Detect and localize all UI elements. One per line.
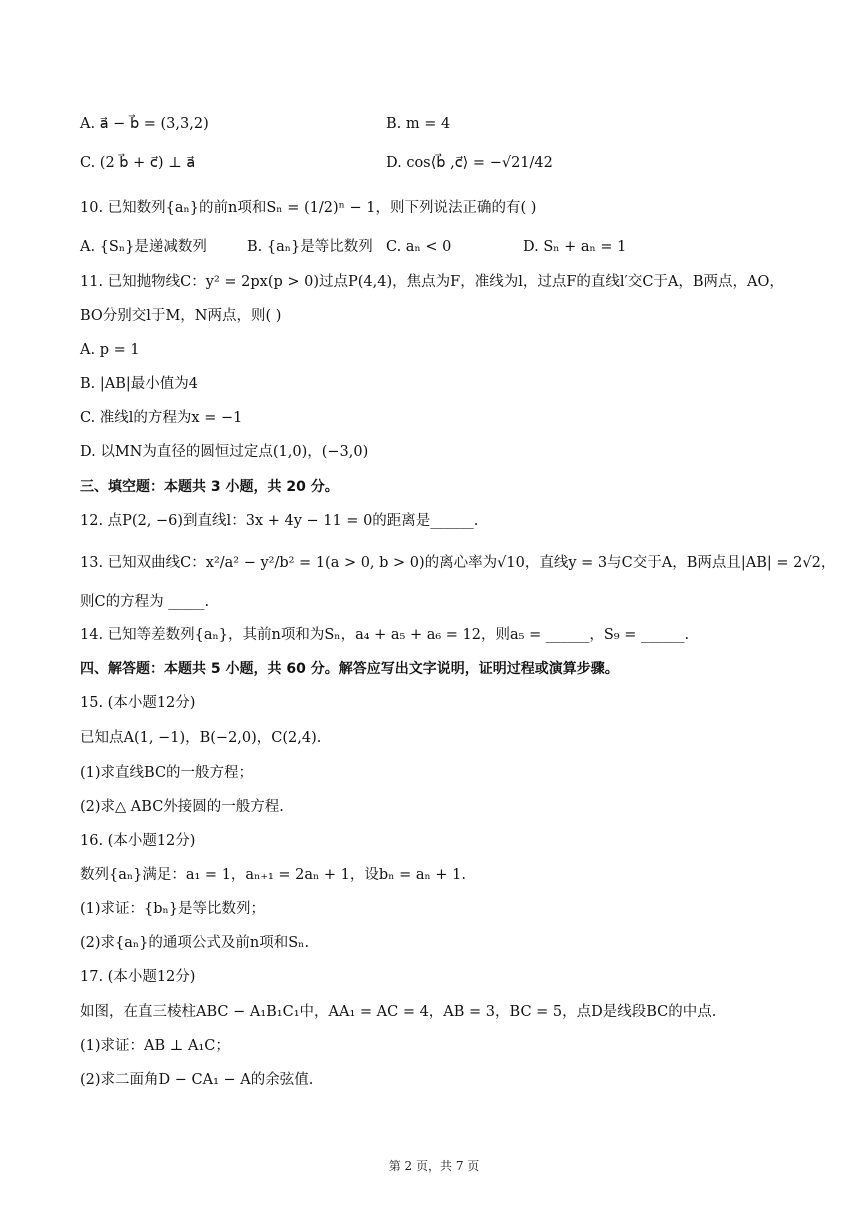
q9-option-d: D. cos⟨b⃗ ,c⃗⟩ = −√21/42 — [386, 155, 553, 171]
q11-stem-line1: 11. 已知抛物线C：y² = 2px(p > 0)过点P(4,4)，焦点为F，准线为l，过点F的直线l′交C于A，B两点，AO， — [80, 274, 784, 290]
section-4-heading: 四、解答题：本题共 5 小题，共 60 分。解答应写出文字说明，证明过程或演算步骤。 — [80, 661, 619, 677]
q16-part1: (1)求证：{bₙ}是等比数列； — [80, 901, 266, 917]
q9-option-b: B. m = 4 — [386, 116, 451, 132]
q15-stem: 已知点A(1, −1)，B(−2,0)，C(2,4). — [80, 730, 322, 746]
q10-option-d: D. Sₙ + aₙ = 1 — [523, 239, 627, 255]
page-footer: 第 2 页，共 7 页 — [388, 1159, 480, 1173]
q17-score: 17. (本小题12分) — [80, 969, 196, 985]
q11-option-c: C. 准线l的方程为x = −1 — [80, 410, 243, 426]
q17-stem: 如图，在直三棱柱ABC − A₁B₁C₁中，AA₁ = AC = 4，AB = 3，BC = 5，点D是线段BC的中点. — [80, 1004, 717, 1020]
q9-option-c: C. (2 b⃗ + c⃗) ⊥ a⃗ — [80, 155, 196, 171]
q16-score: 16. (本小题12分) — [80, 833, 196, 849]
q15-score: 15. (本小题12分) — [80, 695, 196, 711]
q14: 14. 已知等差数列{aₙ}，其前n项和为Sₙ，a₄ + a₅ + a₆ = 12，则a₅ = ______，S₉ = ______. — [80, 627, 690, 643]
q10-option-c: C. aₙ < 0 — [386, 239, 452, 255]
q17-part2: (2)求二面角D − CA₁ − A的余弦值. — [80, 1072, 314, 1088]
q10-stem: 10. 已知数列{aₙ}的前n项和Sₙ = (1/2)ⁿ − 1，则下列说法正确的有( ) — [80, 200, 537, 216]
q11-option-a: A. p = 1 — [80, 342, 140, 358]
q17-part1: (1)求证：AB ⊥ A₁C； — [80, 1038, 230, 1054]
q15-part1: (1)求直线BC的一般方程； — [80, 765, 254, 781]
q10-option-b: B. {aₙ}是等比数列 — [247, 239, 373, 255]
q9-option-a: A. a⃗ − b⃗ = (3,3,2) — [80, 116, 209, 132]
q13-line2: 则C的方程为 _____. — [80, 594, 210, 610]
q12: 12. 点P(2, −6)到直线l：3x + 4y − 11 = 0的距离是______. — [80, 513, 479, 529]
q10-option-a: A. {Sₙ}是递减数列 — [80, 239, 207, 255]
q11-option-b: B. |AB|最小值为4 — [80, 376, 198, 392]
q11-stem-line2: BO分别交l于M，N两点，则( ) — [80, 308, 282, 324]
q15-part2: (2)求△ ABC外接圆的一般方程. — [80, 799, 284, 815]
q16-part2: (2)求{aₙ}的通项公式及前n项和Sₙ. — [80, 935, 310, 951]
q13-line1: 13. 已知双曲线C：x²/a² − y²/b² = 1(a > 0, b > 0)的离心率为√10，直线y = 3与C交于A，B两点且|AB| = 2√2， — [80, 555, 836, 571]
section-3-heading: 三、填空题：本题共 3 小题，共 20 分。 — [80, 479, 339, 495]
q11-option-d: D. 以MN为直径的圆恒过定点(1,0)，(−3,0) — [80, 444, 369, 460]
q16-stem: 数列{aₙ}满足：a₁ = 1，aₙ₊₁ = 2aₙ + 1，设bₙ = aₙ + 1. — [80, 867, 466, 883]
